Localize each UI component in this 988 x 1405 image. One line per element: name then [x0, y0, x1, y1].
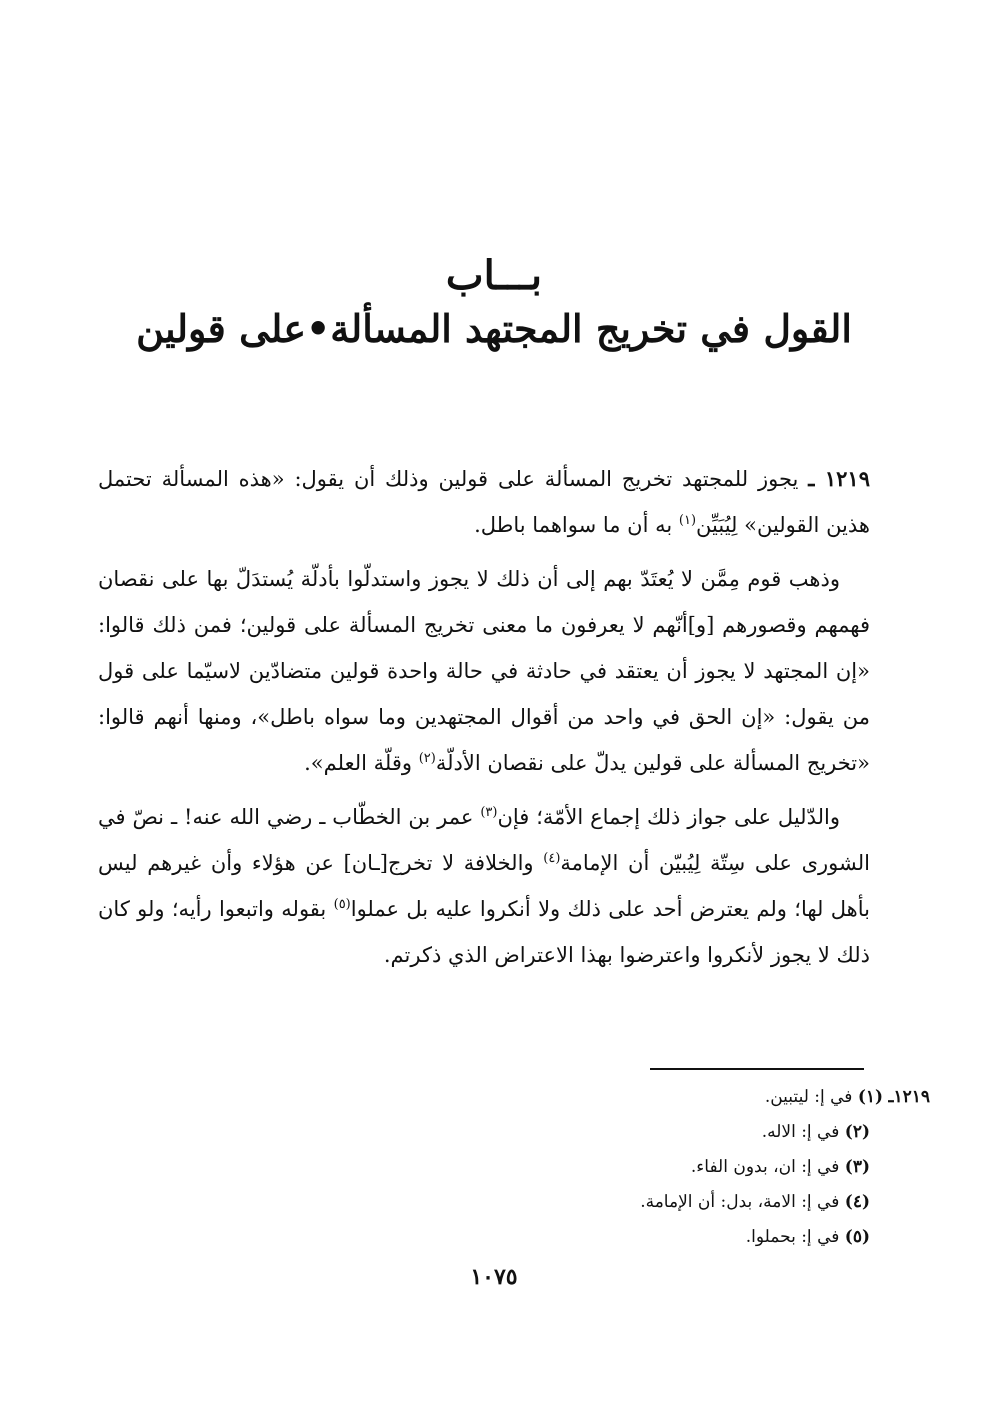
paragraph-text: عمر بن الخطّاب ـ رضي الله عنه! ـ نصّ في الشورى على سِتّة لِيُبيّن أن الإمامة	[98, 805, 870, 875]
footnote-item	[430, 1185, 930, 1220]
footnote-text: في إ: الاله.	[761, 1122, 840, 1142]
footnote-ref: (٢)	[418, 751, 436, 766]
footnote-text: في إ: بحملوا.	[745, 1227, 840, 1247]
paragraph-text: وذهب قوم مِمَّن لا يُعتَدّ بهم إلى أن ذلك لا يجوز واستدلّوا بأدلّة يُستدَلّ بها على نقصان فهمهم وقصورهم [و]أنّهم لا يعرفون ما معنى تخريج المسألة على قولين؛ فمن ذلك قالوا: «إن المجتهد لا يجوز أن يعتقد في حادثة في حالة واحدة قولين متضادّين لاسيّما على قول من يقول: «إن الحق في واحد من أقوال المجتهدين وما سواه باطل»، ومنها أنهم قالوا: «تخريج المسألة على قولين يدلّ على نقصان الأدلّة	[98, 567, 870, 775]
footnote-ref: (١)	[678, 513, 697, 528]
paragraph-text: يجوز للمجتهد تخريج المسألة على قولين وذلك أن يقول: «هذه المسألة تحتمل هذين القولين» لِيُبَيِّن	[98, 467, 870, 537]
paragraph-number: ١٢١٩ ـ	[808, 466, 870, 491]
paragraph-text: وقلّة العلم».	[304, 751, 413, 775]
chapter-title: القول في تخريج المجتهد المسألة•على قولين	[136, 306, 852, 351]
paragraph-text: والخلافة لا تخرج[ـان] عن هؤلاء وأن غيرهم ليس بأهل لها؛ ولم يعترض أحد على ذلك ولا أنكروا عليه بل عملوا	[98, 851, 871, 921]
footnote-item	[430, 1080, 930, 1115]
footnote-item	[430, 1220, 930, 1255]
footnote-number: (٣)	[844, 1157, 870, 1177]
footnote-item	[430, 1150, 930, 1185]
footnote-number: (٥)	[844, 1227, 870, 1247]
footnote-item	[430, 1115, 930, 1150]
footnote-ref: (٣)	[480, 805, 498, 820]
footnote-ref: (٤)	[543, 851, 561, 866]
footnote-number: (٢)	[844, 1122, 870, 1142]
footnote-number: (١)	[857, 1087, 884, 1107]
page-number: ١٠٧٥	[470, 1264, 518, 1290]
paragraph-text: والدّليل على جواز ذلك إجماع الأمّة؛ فإن	[497, 805, 840, 829]
footnote-divider	[650, 1068, 864, 1070]
footnotes	[430, 1080, 930, 1255]
paragraph-1219	[98, 456, 870, 548]
main-text	[98, 456, 870, 986]
chapter-label: بـــاب	[445, 252, 543, 299]
footnote-ref: (٥)	[333, 897, 351, 912]
footnote-number: (٤)	[844, 1192, 870, 1212]
footnote-text: في إ: ان، بدون الفاء.	[690, 1157, 840, 1177]
footnote-paragraph-prefix: ١٢١٩ـ	[888, 1087, 930, 1107]
footnote-text: في إ: الامة، بدل: أن الإمامة.	[640, 1192, 840, 1212]
paragraph-evidence	[98, 794, 870, 978]
footnote-text: في إ: ليتبين.	[764, 1087, 853, 1107]
paragraph-text: به أن ما سواهما باطل.	[474, 513, 673, 537]
paragraph-text: بقوله واتبعوا رأيه؛ ولو كان ذلك لا يجوز لأنكروا واعترضوا بهذا الاعتراض الذي ذكرتم.	[98, 897, 870, 967]
paragraph-opponents	[98, 556, 870, 786]
